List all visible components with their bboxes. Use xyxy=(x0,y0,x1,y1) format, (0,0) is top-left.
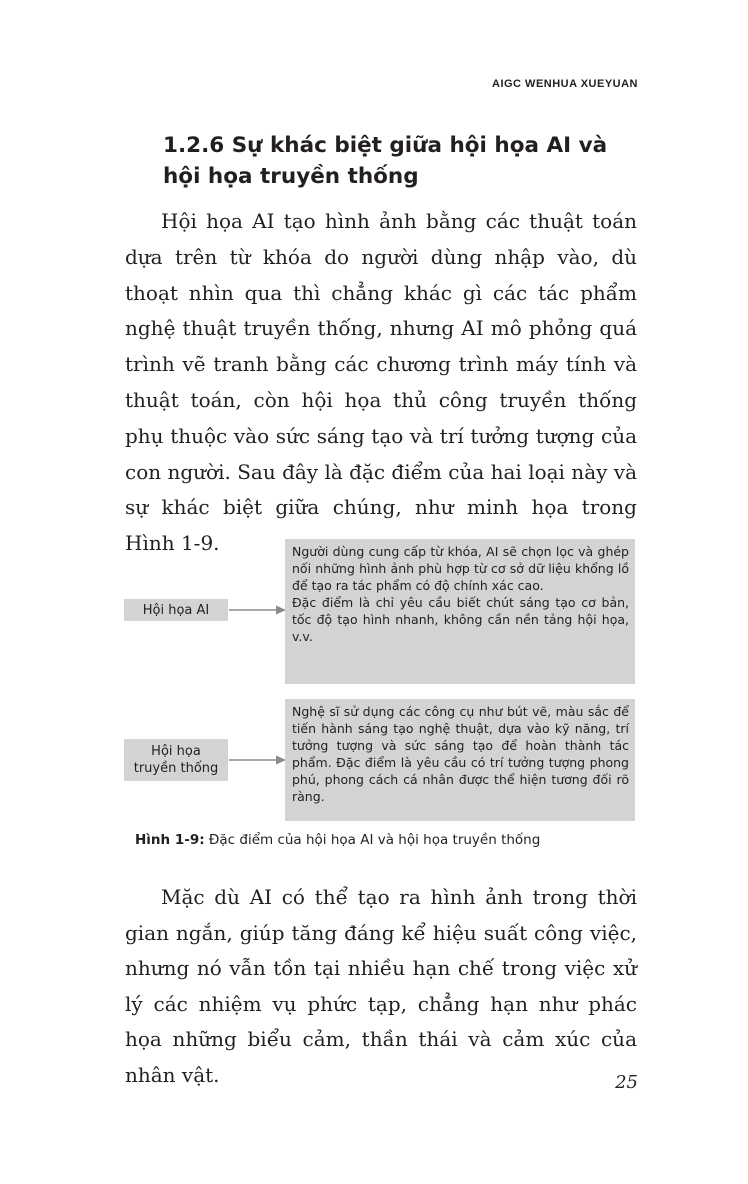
ai-painting-text-2: Đặc điểm là chỉ yêu cầu biết chút sáng tạo cơ bản, tốc độ tạo hình nhanh, không cần nền tảng hội họa, v.v. xyxy=(292,595,629,644)
body-paragraph-2: Mặc dù AI có thể tạo ra hình ảnh trong thời gian ngắn, giúp tăng đáng kể hiệu suất công việc, nhưng nó vẫn tồn tại nhiều hạn chế trong việc xử lý các nhiệm vụ phức tạp, chẳng hạn như phác họa những biểu cảm, thần thái và cảm xúc của nhân vật. xyxy=(125,885,637,1087)
section-heading: 1.2.6 Sự khác biệt giữa hội họa AI và hội họa truyền thống xyxy=(163,133,608,189)
figure-caption xyxy=(135,832,635,848)
figure-caption-label: Hình 1-9: xyxy=(135,832,205,848)
body-paragraph-1: Hội họa AI tạo hình ảnh bằng các thuật toán dựa trên từ khóa do người dùng nhập vào, dù thoạt nhìn qua thì chẳng khác gì các tác phẩm nghệ thuật truyền thống, nhưng AI mô phỏng quá trình vẽ tranh bằng các chương trình máy tính và thuật toán, còn hội họa thủ công truyền thống phụ thuộc vào sức sáng tạo và trí tưởng tượng của con người. Sau đây là đặc điểm của hai loại này và sự khác biệt giữa chúng, như minh họa trong Hình 1-9. xyxy=(125,209,637,556)
traditional-painting-description xyxy=(285,699,635,821)
figure-caption-text: Đặc điểm của hội họa AI và hội họa truyền thống xyxy=(204,832,541,848)
ai-painting-description xyxy=(285,539,635,684)
page-number: 25 xyxy=(615,1072,638,1093)
traditional-label-line-2: truyền thống xyxy=(133,761,219,776)
traditional-painting-text: Nghệ sĩ sử dụng các công cụ như bút vẽ, màu sắc để tiến hành sáng tạo nghệ thuật, dựa vào kỹ năng, trí tưởng tượng và sức sáng tạo để hoàn thành tác phẩm. Đặc điểm là yêu cầu có trí tưởng tượng phong phú, phong cách cá nhân được thể hiện tương đối rõ ràng. xyxy=(292,704,629,804)
ai-painting-text-1: Người dùng cung cấp từ khóa, AI sẽ chọn lọc và ghép nối những hình ảnh phù hợp từ cơ sở dữ liệu khổng lồ để tạo ra tác phẩm có độ chính xác cao. xyxy=(292,544,629,593)
running-head: AIGC WENHUA XUEYUAN xyxy=(492,78,638,90)
traditional-painting-label xyxy=(124,739,228,781)
arrow-right-icon xyxy=(229,604,287,616)
arrow-right-icon xyxy=(229,754,287,766)
traditional-label-line-1: Hội họa xyxy=(151,744,201,759)
ai-painting-label: Hội họa AI xyxy=(124,599,228,621)
